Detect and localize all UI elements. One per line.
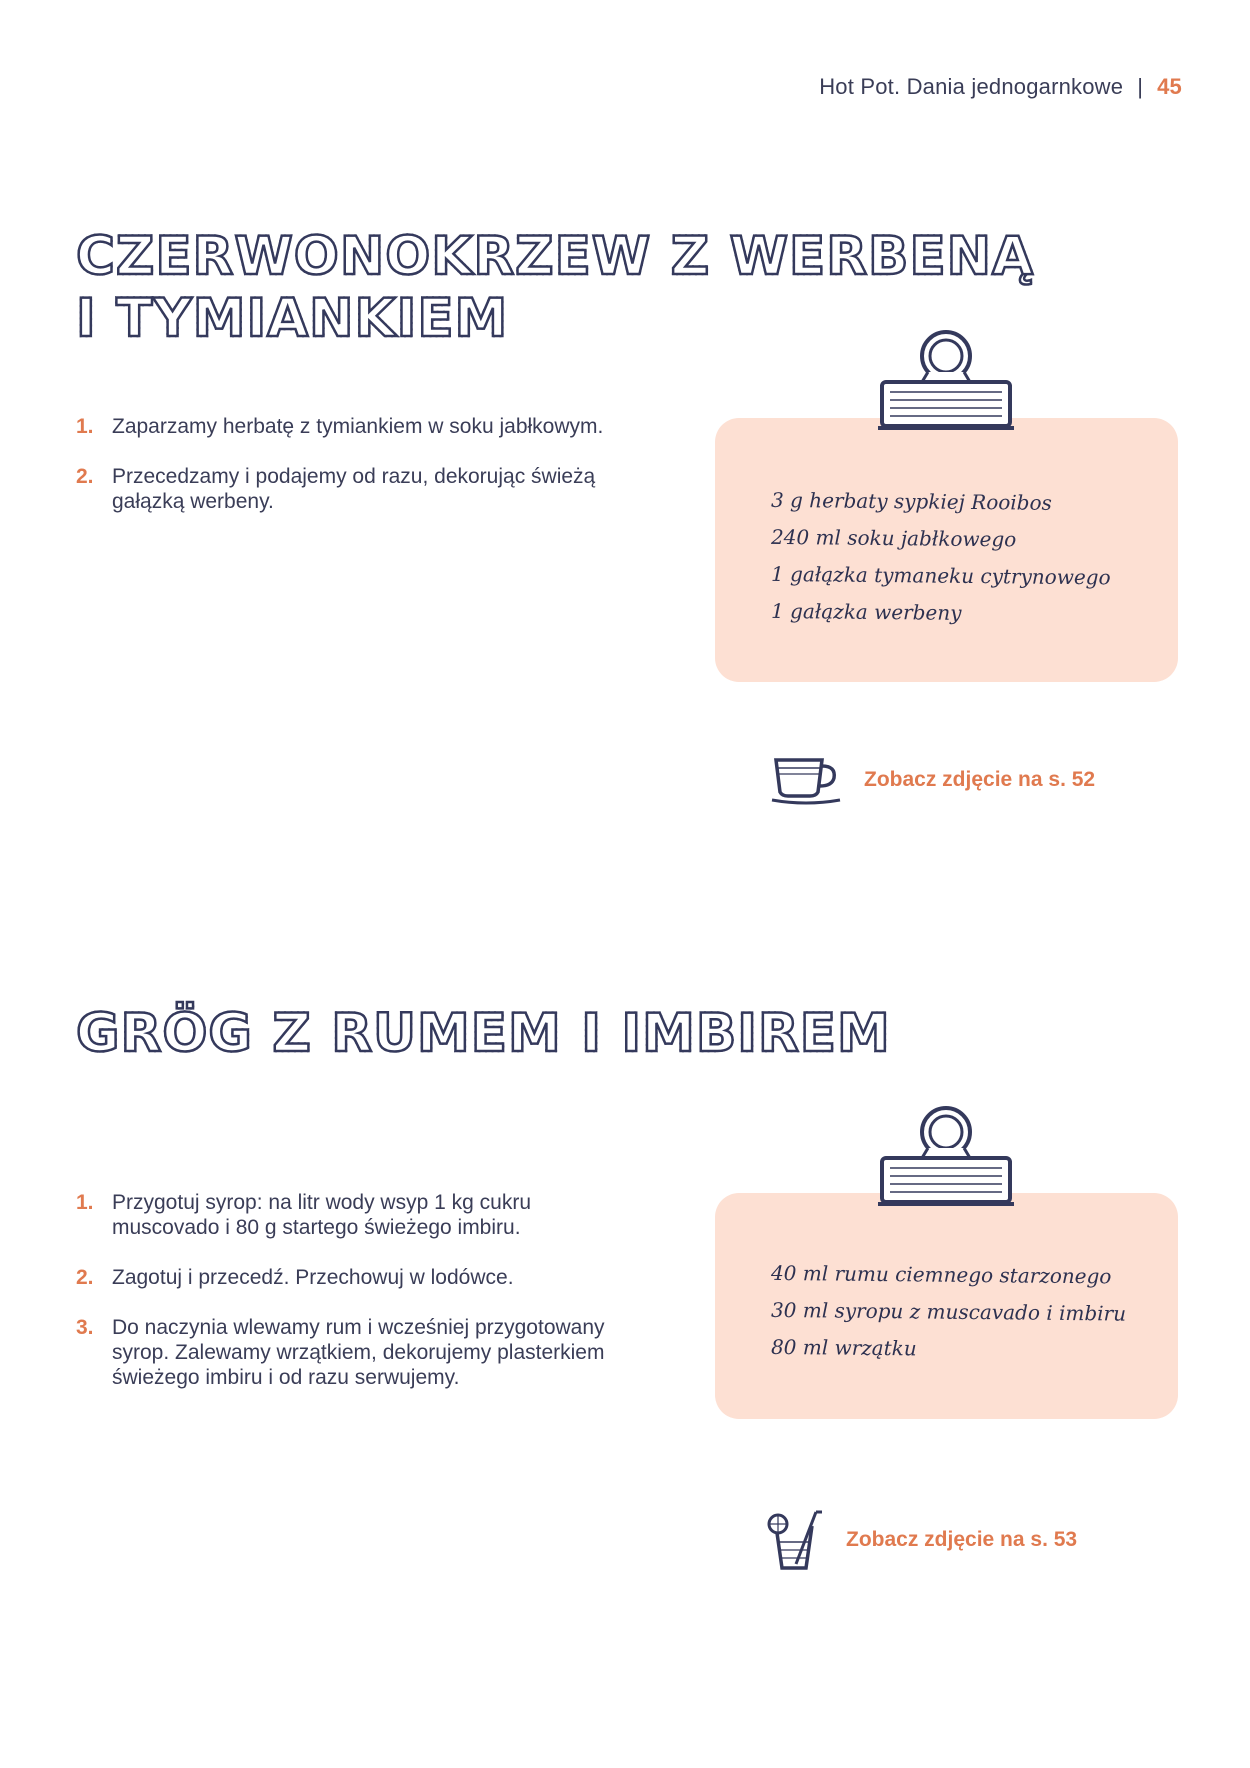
drink-glass-icon	[766, 1508, 824, 1572]
step-number: 1.	[76, 1191, 94, 1214]
step-item	[76, 1190, 616, 1240]
ingredients-card	[715, 418, 1178, 682]
step-text: Przygotuj syrop: na litr wody wsyp 1 kg cukru muscovado i 80 g startego świeżego imbiru.	[112, 1191, 531, 1239]
ingredient-item: 240 ml soku jabłkowego	[770, 524, 1017, 552]
see-photo-link[interactable]	[770, 754, 1095, 806]
ingredient-item: 3 g herbaty sypkiej Rooibos	[770, 487, 1052, 515]
recipe-steps	[76, 414, 616, 539]
ingredients-list	[715, 1193, 1178, 1368]
teacup-icon	[770, 754, 842, 806]
ingredients-card	[715, 1193, 1178, 1419]
binder-clip-icon	[876, 1104, 1016, 1208]
see-photo-text: Zobacz zdjęcie na s. 53	[846, 1528, 1078, 1551]
step-item	[76, 464, 616, 514]
step-number: 2.	[76, 465, 94, 488]
step-text: Zagotuj i przecedź. Przechowuj w lodówce.	[112, 1266, 514, 1289]
page-header	[819, 74, 1182, 100]
see-photo-text: Zobacz zdjęcie na s. 52	[864, 768, 1096, 791]
header-separator: |	[1137, 74, 1144, 99]
step-number: 3.	[76, 1316, 94, 1339]
page-number: 45	[1157, 74, 1182, 99]
step-text: Przecedzamy i podajemy od razu, dekorując świeżą gałązką werbeny.	[112, 465, 596, 513]
binder-clip-icon	[876, 328, 1016, 432]
ingredient-item: 30 ml syropu z muscavado i imbiru	[770, 1297, 1127, 1326]
ingredient-item: 40 ml rumu ciemnego starzonego	[770, 1260, 1112, 1289]
step-item	[76, 1315, 616, 1390]
step-item	[76, 414, 616, 439]
step-text: Zaparzamy herbatę z tymiankiem w soku jabłkowym.	[112, 415, 604, 438]
ingredients-list	[715, 418, 1178, 632]
step-item	[76, 1265, 616, 1290]
step-number: 2.	[76, 1266, 94, 1289]
see-photo-link[interactable]	[766, 1508, 1077, 1572]
ingredient-item: 80 ml wrzątku	[770, 1334, 917, 1361]
step-text: Do naczynia wlewamy rum i wcześniej przygotowany syrop. Zalewamy wrzątkiem, dekorujemy plasterkiem świeżego imbiru i od razu serwujemy.	[112, 1316, 605, 1389]
recipe-title	[76, 1003, 891, 1065]
ingredient-item: 1 gałązka tymaneku cytrynowego	[770, 561, 1111, 590]
recipe-steps	[76, 1190, 616, 1415]
step-number: 1.	[76, 415, 94, 438]
recipe-title-line: GRÖG Z RUMEM I IMBIREM	[76, 1003, 891, 1064]
recipe-title-line: I TYMIANKIEM	[76, 288, 509, 349]
recipe-title-line: CZERWONOKRZEW Z WERBENĄ	[76, 226, 1035, 287]
book-title: Hot Pot. Dania jednogarnkowe	[819, 74, 1124, 99]
ingredient-item: 1 gałązka werbeny	[770, 598, 962, 625]
